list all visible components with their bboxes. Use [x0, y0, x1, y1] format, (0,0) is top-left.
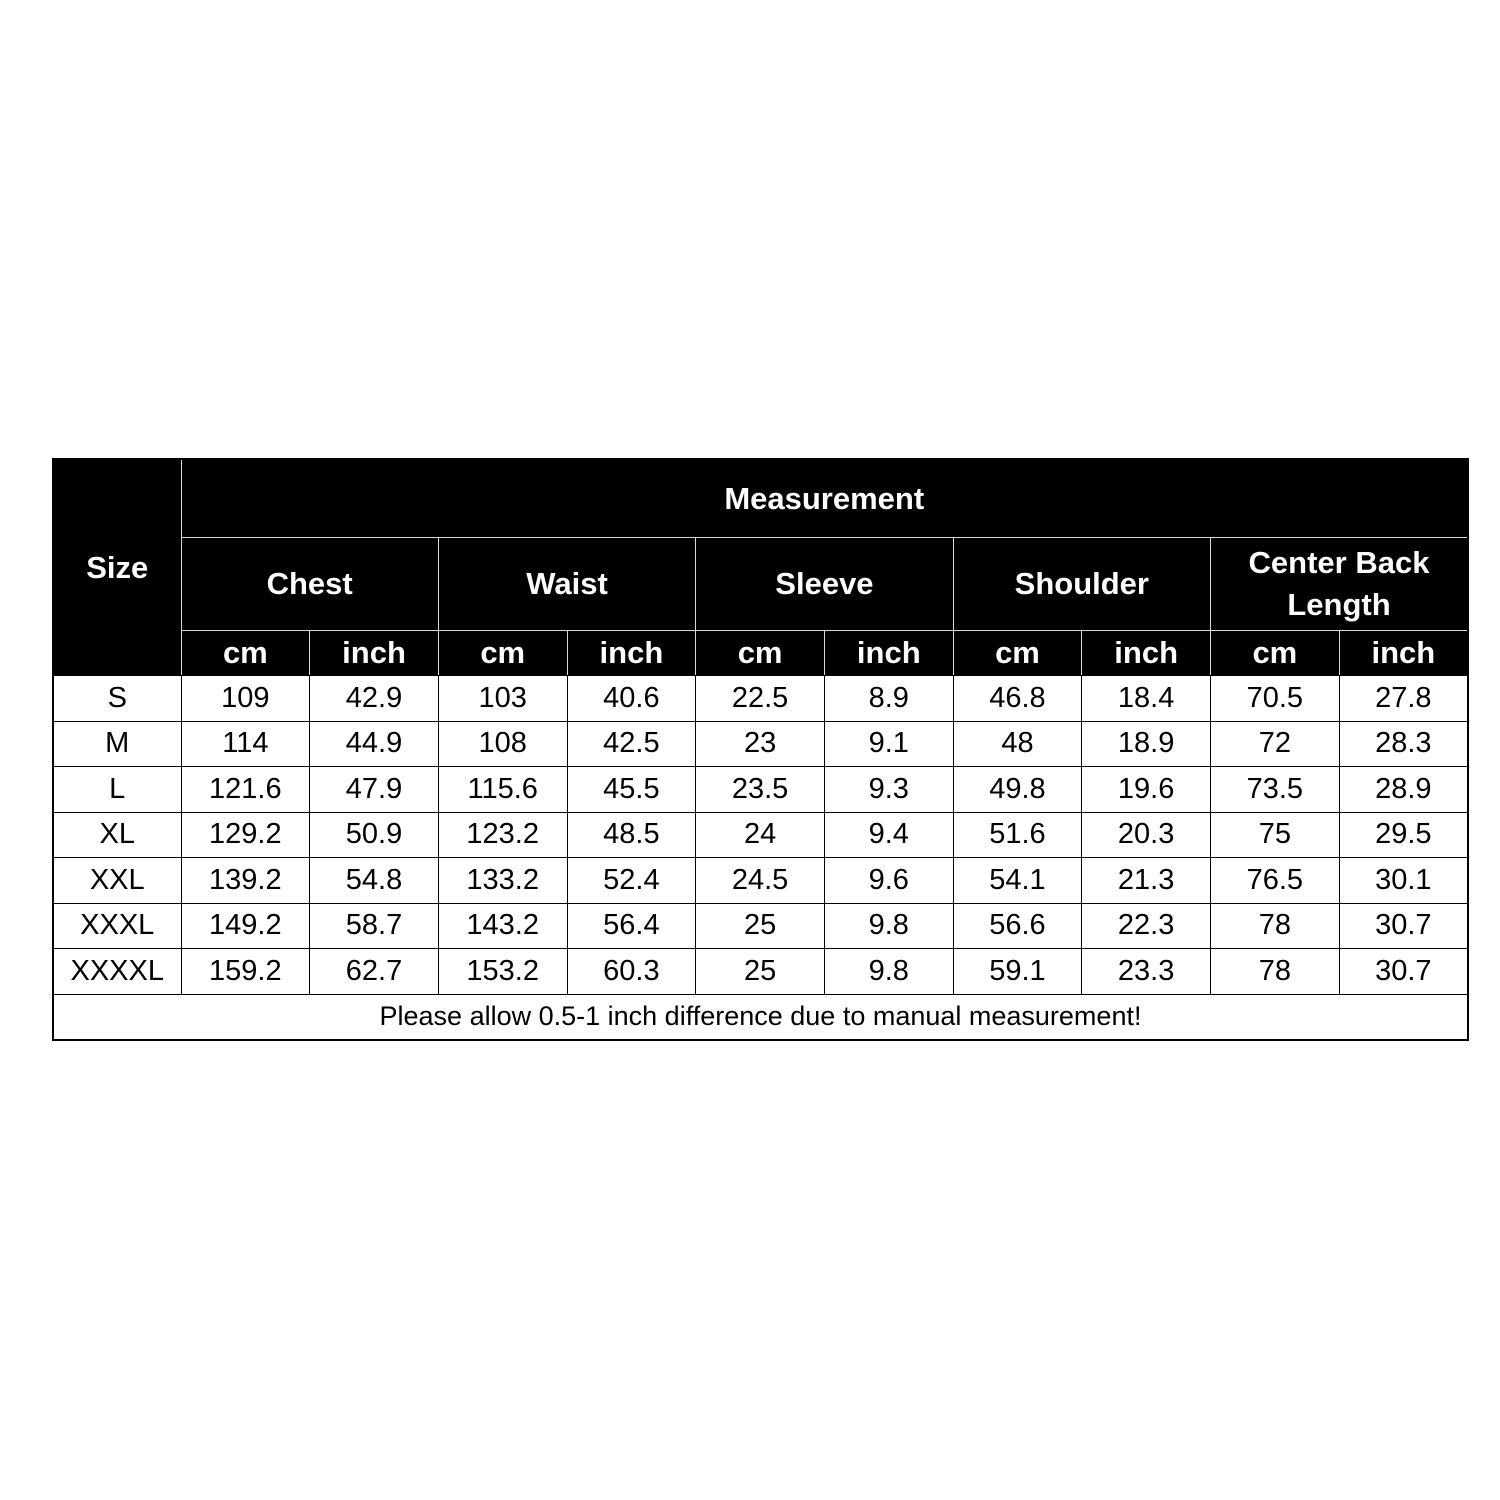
measurement-cell: 72: [1211, 721, 1340, 767]
measurement-cell: 139.2: [181, 858, 310, 904]
measurement-cell: 28.9: [1339, 767, 1468, 813]
measurement-cell: 28.3: [1339, 721, 1468, 767]
measurement-cell: 18.4: [1082, 676, 1211, 722]
measurement-cell: 115.6: [438, 767, 567, 813]
shoulder-header: Shoulder: [953, 538, 1210, 631]
table-header: [53, 459, 1468, 676]
measurement-cell: 59.1: [953, 949, 1082, 995]
waist-header: Waist: [438, 538, 695, 631]
measurement-cell: 114: [181, 721, 310, 767]
center-back-length-cm-header: cm: [1211, 631, 1340, 676]
measurement-cell: 22.3: [1082, 903, 1211, 949]
measurement-cell: 52.4: [567, 858, 696, 904]
measurement-cell: 153.2: [438, 949, 567, 995]
measurement-cell: 42.9: [310, 676, 439, 722]
table-body: [53, 676, 1468, 1040]
chest-header: Chest: [181, 538, 438, 631]
measurement-cell: 25: [696, 949, 825, 995]
measurement-cell: 9.8: [824, 949, 953, 995]
center-back-length-label: Center Back Length: [1248, 545, 1430, 622]
measurement-cell: 9.8: [824, 903, 953, 949]
table-row: [53, 767, 1468, 813]
measurement-header: Measurement: [181, 459, 1468, 538]
measurement-cell: 30.7: [1339, 903, 1468, 949]
measurement-cell: 44.9: [310, 721, 439, 767]
measurement-cell: 143.2: [438, 903, 567, 949]
table-row: [53, 721, 1468, 767]
measurement-cell: 45.5: [567, 767, 696, 813]
measurement-cell: 24.5: [696, 858, 825, 904]
measurement-cell: 23.3: [1082, 949, 1211, 995]
measurement-cell: 46.8: [953, 676, 1082, 722]
measurement-cell: 76.5: [1211, 858, 1340, 904]
measurement-cell: 29.5: [1339, 812, 1468, 858]
measurement-cell: 54.1: [953, 858, 1082, 904]
size-cell: L: [53, 767, 181, 813]
measurement-cell: 9.1: [824, 721, 953, 767]
measurement-cell: 109: [181, 676, 310, 722]
measurement-cell: 78: [1211, 949, 1340, 995]
measurement-cell: 30.1: [1339, 858, 1468, 904]
measurement-cell: 60.3: [567, 949, 696, 995]
sleeve-header: Sleeve: [696, 538, 953, 631]
measurement-cell: 9.3: [824, 767, 953, 813]
measurement-cell: 22.5: [696, 676, 825, 722]
measurement-cell: 42.5: [567, 721, 696, 767]
measurement-cell: 108: [438, 721, 567, 767]
measurement-cell: 49.8: [953, 767, 1082, 813]
table-row: [53, 812, 1468, 858]
measurement-cell: 21.3: [1082, 858, 1211, 904]
measurement-cell: 54.8: [310, 858, 439, 904]
measurement-cell: 56.4: [567, 903, 696, 949]
sleeve-cm-header: cm: [696, 631, 825, 676]
size-header: Size: [53, 459, 181, 676]
measurement-cell: 48: [953, 721, 1082, 767]
measurement-cell: 103: [438, 676, 567, 722]
measurement-cell: 123.2: [438, 812, 567, 858]
measurement-cell: 78: [1211, 903, 1340, 949]
measurement-note: Please allow 0.5-1 inch difference due to manual measurement!: [53, 994, 1468, 1040]
measurement-cell: 51.6: [953, 812, 1082, 858]
measurement-cell: 23: [696, 721, 825, 767]
measurement-cell: 73.5: [1211, 767, 1340, 813]
measurement-cell: 149.2: [181, 903, 310, 949]
measurement-cell: 18.9: [1082, 721, 1211, 767]
measurement-cell: 47.9: [310, 767, 439, 813]
measurement-cell: 20.3: [1082, 812, 1211, 858]
measurement-cell: 25: [696, 903, 825, 949]
size-cell: XXXXL: [53, 949, 181, 995]
measurement-cell: 133.2: [438, 858, 567, 904]
table-row: [53, 858, 1468, 904]
measurement-cell: 9.6: [824, 858, 953, 904]
measurement-cell: 48.5: [567, 812, 696, 858]
measurement-cell: 70.5: [1211, 676, 1340, 722]
waist-inch-header: inch: [567, 631, 696, 676]
measurement-cell: 24: [696, 812, 825, 858]
measurement-cell: 50.9: [310, 812, 439, 858]
chest-cm-header: cm: [181, 631, 310, 676]
size-cell: S: [53, 676, 181, 722]
table-row: [53, 676, 1468, 722]
measurement-cell: 159.2: [181, 949, 310, 995]
size-chart-table: [52, 458, 1469, 1041]
measurement-cell: 62.7: [310, 949, 439, 995]
shoulder-cm-header: cm: [953, 631, 1082, 676]
waist-cm-header: cm: [438, 631, 567, 676]
measurement-cell: 19.6: [1082, 767, 1211, 813]
sleeve-inch-header: inch: [824, 631, 953, 676]
center-back-length-inch-header: inch: [1339, 631, 1468, 676]
shoulder-inch-header: inch: [1082, 631, 1211, 676]
measurement-cell: 27.8: [1339, 676, 1468, 722]
chest-inch-header: inch: [310, 631, 439, 676]
measurement-cell: 30.7: [1339, 949, 1468, 995]
size-cell: XL: [53, 812, 181, 858]
measurement-cell: 121.6: [181, 767, 310, 813]
size-cell: XXXL: [53, 903, 181, 949]
measurement-cell: 9.4: [824, 812, 953, 858]
note-row: [53, 994, 1468, 1040]
size-cell: M: [53, 721, 181, 767]
measurement-cell: 8.9: [824, 676, 953, 722]
size-cell: XXL: [53, 858, 181, 904]
table-row: [53, 903, 1468, 949]
table-row: [53, 949, 1468, 995]
measurement-cell: 56.6: [953, 903, 1082, 949]
center-back-length-header: [1211, 538, 1468, 631]
measurement-cell: 40.6: [567, 676, 696, 722]
measurement-cell: 129.2: [181, 812, 310, 858]
measurement-cell: 23.5: [696, 767, 825, 813]
measurement-cell: 58.7: [310, 903, 439, 949]
measurement-cell: 75: [1211, 812, 1340, 858]
